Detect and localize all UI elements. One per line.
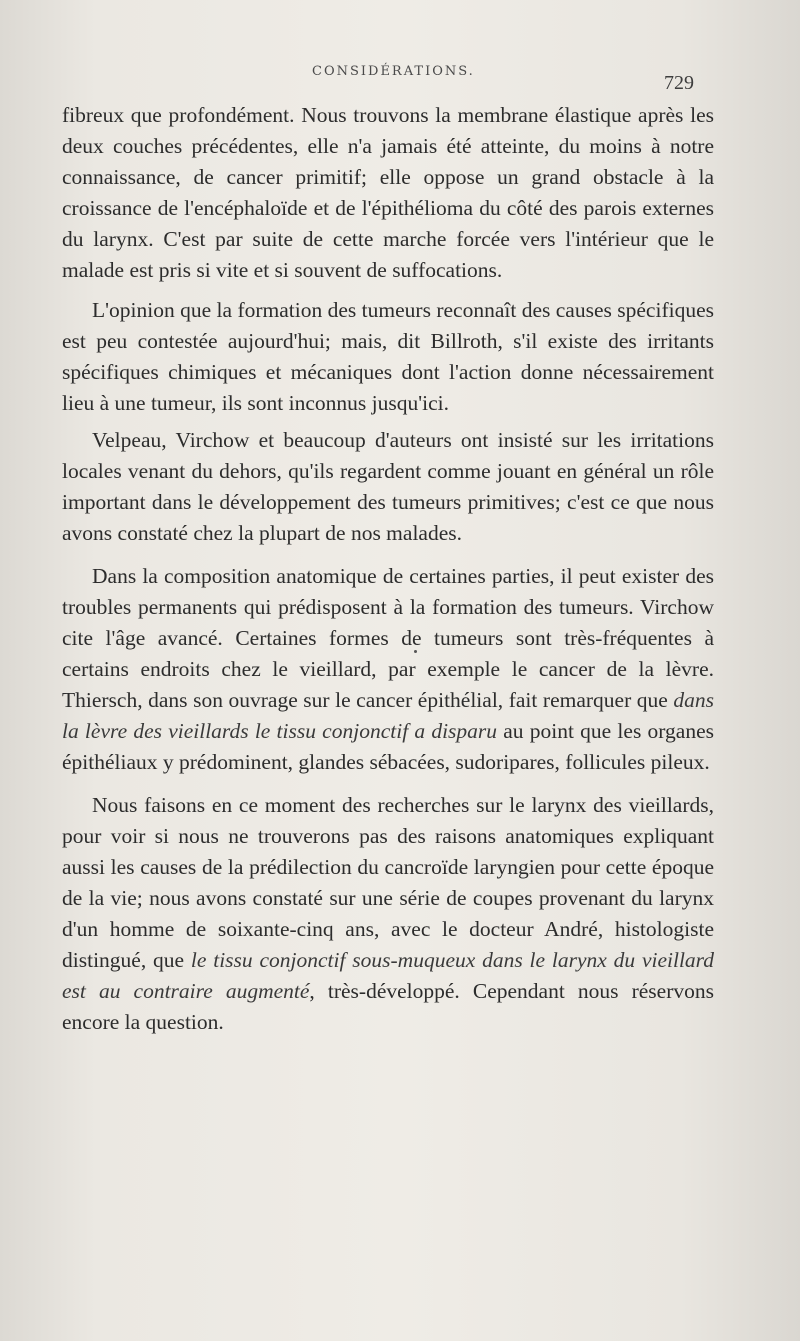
paragraph-1 xyxy=(62,100,714,286)
paragraph-3-text: Velpeau, Virchow et beaucoup d'auteurs ont insisté sur les irritations locales venant du dehors, qu'ils regardent comme jouant en général un rôle important dans le développement des tumeurs primitives; c'est ce que nous avons constaté chez la plupart de nos malades. xyxy=(62,428,714,545)
paragraph-4-text-end: au point que les organes épithéliaux y prédominent, glandes sébacées, sudoripares, follicules pileux. xyxy=(62,719,714,774)
paragraph-2-text: L'opinion que la formation des tumeurs reconnaît des causes spécifiques est peu contestée aujourd'hui; mais, dit Billroth, s'il existe des irritants spécifiques chimiques et mécaniques dont l'action donne nécessairement lieu à une tumeur, ils sont inconnus jusqu'ici. xyxy=(62,298,714,415)
running-title: CONSIDÉRATIONS. xyxy=(312,64,475,79)
paragraph-3 xyxy=(62,425,714,549)
paragraph-5-text-start: Nous faisons en ce moment des recherches sur le larynx des vieillards, pour voir si nous ne trouverons pas des raisons anatomiques expliquant aussi les causes de la prédilection du cancroïde laryngien pour cette époque de la vie; nous avons constaté sur une série de coupes provenant du larynx d'un homme de soixante-cinq ans, avec le docteur André, histologiste distingué, que xyxy=(62,793,714,972)
paragraph-5 xyxy=(62,790,714,1038)
body-text xyxy=(62,100,714,1050)
page-number: 729 xyxy=(664,72,694,94)
running-head xyxy=(0,62,800,92)
ink-speck xyxy=(414,650,417,653)
paragraph-5-italic-quote: le tissu conjonctif sous-muqueux dans le larynx du vieillard est au contraire augmenté xyxy=(62,948,714,1003)
paragraph-4-italic-quote: dans la lèvre des vieillards le tissu conjonctif a disparu xyxy=(62,688,714,743)
paragraph-5-text-end: , très-développé. Cependant nous réservons encore la question. xyxy=(62,979,714,1034)
paragraph-4-text-start: Dans la composition anatomique de certaines parties, il peut exister des troubles permanents qui prédisposent à la formation des tumeurs. Virchow cite l'âge avancé. Certaines formes de tumeurs sont très-fréquentes à certains endroits chez le vieillard, par exemple le cancer de la lèvre. Thiersch, dans son ouvrage sur le cancer épithélial, fait remarquer que xyxy=(62,564,714,712)
paragraph-4 xyxy=(62,561,714,778)
paragraph-1-text: fibreux que profondément. Nous trouvons la membrane élastique après les deux couches précédentes, elle n'a jamais été atteinte, du moins à notre connaissance, de cancer primitif; elle oppose un grand obstacle à la croissance de l'encéphaloïde et de l'épithélioma du côté des parois externes du larynx. C'est par suite de cette marche forcée vers l'intérieur que le malade est pris si vite et si souvent de suffocations. xyxy=(62,103,714,282)
paragraph-2 xyxy=(62,295,714,419)
